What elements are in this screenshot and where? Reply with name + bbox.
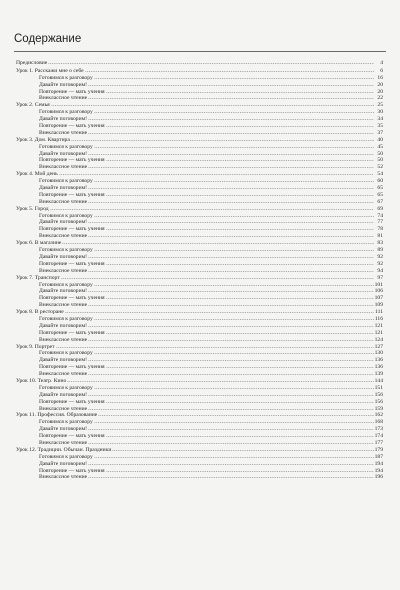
dot-leader <box>88 116 374 120</box>
toc-page-number: 60 <box>377 178 383 185</box>
toc-entry-title: Внеклассное чтение <box>39 336 88 343</box>
toc-subentry <box>16 192 383 199</box>
toc-page-number: 194 <box>374 467 383 474</box>
toc-entry-title: Урок 6. В магазине <box>16 240 62 247</box>
toc-page-number: 121 <box>374 329 383 336</box>
toc-entry-title: Урок 7. Транспорт <box>16 274 60 281</box>
toc-subentry <box>16 371 383 378</box>
toc-page-number: 124 <box>374 336 383 343</box>
toc-subentry <box>16 185 383 192</box>
dot-leader <box>88 268 374 272</box>
toc-subentry <box>16 130 383 137</box>
toc-page-number: 37 <box>377 129 383 136</box>
toc-entry-title: Давайте поговорим! <box>39 116 88 123</box>
toc-entry-title: Внеклассное чтение <box>39 439 88 446</box>
toc-page-number: 106 <box>374 288 383 295</box>
dot-leader <box>106 468 374 472</box>
toc-entry-title: Готовимся к разговору <box>39 350 93 357</box>
toc-entry-title: Повторение — мать учения <box>39 226 105 233</box>
toc-entry-title: Давайте поговорим! <box>39 391 88 398</box>
toc-entry <box>16 447 383 454</box>
toc-entry-title: Давайте поговорим! <box>39 460 88 467</box>
dot-leader <box>88 82 374 86</box>
toc-page-number: 177 <box>374 439 383 446</box>
toc-subentry <box>16 226 383 233</box>
toc-subentry <box>16 316 383 323</box>
toc-page-number: 20 <box>377 88 383 95</box>
toc-subentry <box>16 268 383 275</box>
toc-subentry <box>16 440 383 447</box>
dot-leader <box>88 461 374 465</box>
toc-entry-title: Внеклассное чтение <box>39 267 88 274</box>
toc-entry-title: Давайте поговорим! <box>39 357 88 364</box>
toc-page-number: 74 <box>377 212 383 219</box>
toc-page-number: 34 <box>377 116 383 123</box>
dot-leader <box>106 330 374 334</box>
toc-entry <box>16 344 383 351</box>
toc-entry-title: Готовимся к разговору <box>39 178 93 185</box>
toc-page-number: 35 <box>377 123 383 130</box>
toc-page-number: 77 <box>377 219 383 226</box>
dot-leader <box>94 282 374 286</box>
dot-leader <box>94 144 374 148</box>
toc-page-number: 6 <box>380 67 383 74</box>
dot-leader <box>106 261 374 265</box>
toc-page-number: 179 <box>374 446 383 453</box>
toc-entry-title: Предисловие <box>16 60 48 66</box>
dot-leader <box>88 474 373 478</box>
toc-page-number: 94 <box>377 267 383 274</box>
toc-subentry <box>16 392 383 399</box>
toc-entry-title: Урок 9. Портрет <box>16 343 55 350</box>
dot-leader <box>71 137 374 141</box>
toc-page-number: 107 <box>374 295 383 302</box>
toc-entry-title: Внеклассное чтение <box>39 129 88 136</box>
toc-page-number: 111 <box>375 309 383 316</box>
toc-page-number: 136 <box>374 364 383 371</box>
toc-page-number: 139 <box>374 371 383 378</box>
toc-entry-title: Готовимся к разговору <box>39 419 93 426</box>
toc-entry-title: Готовимся к разговору <box>39 315 93 322</box>
dot-leader <box>88 199 374 203</box>
toc-page-number: 16 <box>377 74 383 81</box>
toc-subentry <box>16 337 383 344</box>
toc-page-number: 151 <box>374 384 383 391</box>
dot-leader <box>88 392 374 396</box>
toc-entry-title: Урок 1. Расскажи мне о себе <box>16 67 84 74</box>
toc-subentry <box>16 178 383 185</box>
toc-entry-title: Давайте поговорим! <box>39 150 88 157</box>
toc-page-number: 45 <box>377 143 383 150</box>
toc-entry-title: Давайте поговорим! <box>39 81 88 88</box>
toc-entry-title: Повторение — мать учения <box>39 364 105 371</box>
toc-page-number: 174 <box>374 433 383 440</box>
toc-entry <box>16 60 383 67</box>
dot-leader <box>59 171 374 175</box>
dot-leader <box>106 192 374 196</box>
toc-page-number: 52 <box>377 164 383 171</box>
toc-subentry <box>16 357 383 364</box>
toc-entry-title: Повторение — мать учения <box>39 88 105 95</box>
toc-entry <box>16 102 383 109</box>
toc-page-number: 67 <box>377 198 383 205</box>
toc-subentry <box>16 330 383 337</box>
dot-leader <box>94 385 374 389</box>
dot-leader <box>106 123 374 127</box>
dot-leader <box>88 130 374 134</box>
dot-leader <box>85 68 374 72</box>
toc-subentry <box>16 233 383 240</box>
toc-entry-title: Давайте поговорим! <box>39 288 88 295</box>
toc-page-number: 20 <box>377 81 383 88</box>
dot-leader <box>88 233 374 237</box>
toc-subentry <box>16 433 383 440</box>
toc-page-number: 121 <box>374 322 383 329</box>
toc-page-number: 168 <box>374 419 383 426</box>
table-of-contents <box>16 60 383 481</box>
dot-leader <box>106 399 374 403</box>
toc-entry-title: Внеклассное чтение <box>39 371 88 378</box>
toc-subentry <box>16 474 383 481</box>
toc-entry-title: Урок 5. Город <box>16 205 49 212</box>
dot-leader <box>88 219 374 223</box>
toc-page-number: 109 <box>374 302 383 309</box>
toc-entry-title: Урок 3. Дом. Квартира <box>16 136 70 143</box>
dot-leader <box>88 371 373 375</box>
dot-leader <box>88 164 374 168</box>
dot-leader <box>88 426 374 430</box>
toc-page-number: 50 <box>377 157 383 164</box>
toc-entry-title: Готовимся к разговору <box>39 143 93 150</box>
toc-subentry <box>16 261 383 268</box>
dot-leader <box>88 337 373 341</box>
toc-page-number: 194 <box>374 460 383 467</box>
toc-subentry <box>16 89 383 96</box>
toc-entry-title: Давайте поговорим! <box>39 426 88 433</box>
dot-leader <box>88 151 374 155</box>
dot-leader <box>94 75 374 79</box>
toc-entry-title: Готовимся к разговору <box>39 74 93 81</box>
toc-subentry <box>16 385 383 392</box>
toc-subentry <box>16 254 383 261</box>
toc-entry-title: Готовимся к разговору <box>39 247 93 254</box>
toc-entry <box>16 412 383 419</box>
toc-entry <box>16 206 383 213</box>
dot-leader <box>56 344 374 348</box>
toc-page-number: 22 <box>377 95 383 102</box>
toc-page-number: 78 <box>377 226 383 233</box>
dot-leader <box>94 316 374 320</box>
toc-entry-title: Повторение — мать учения <box>39 329 105 336</box>
toc-entry-title: Урок 10. Театр. Кино <box>16 377 67 384</box>
toc-subentry <box>16 219 383 226</box>
dot-leader <box>50 206 374 210</box>
toc-page-number: 162 <box>374 412 383 419</box>
dot-leader <box>88 357 374 361</box>
toc-entry-title: Урок 8. В ресторане <box>16 309 64 316</box>
toc-subentry <box>16 151 383 158</box>
toc-page-number: 187 <box>374 453 383 460</box>
toc-entry-title: Готовимся к разговору <box>39 384 93 391</box>
toc-subentry <box>16 426 383 433</box>
dot-leader <box>88 323 374 327</box>
dot-leader <box>106 295 374 299</box>
toc-subentry <box>16 468 383 475</box>
toc-page-number: 92 <box>377 260 383 267</box>
dot-leader <box>94 350 374 354</box>
dot-leader <box>88 185 374 189</box>
toc-entry-title: Готовимся к разговору <box>39 109 93 116</box>
dot-leader <box>106 226 374 230</box>
toc-subentry <box>16 157 383 164</box>
toc-entry <box>16 171 383 178</box>
toc-entry-title: Внеклассное чтение <box>39 95 88 102</box>
toc-page-number: 69 <box>377 205 383 212</box>
toc-entry <box>16 137 383 144</box>
toc-entry-title: Повторение — мать учения <box>39 123 105 130</box>
dot-leader <box>88 95 374 99</box>
toc-entry-title: Готовимся к разговору <box>39 453 93 460</box>
toc-page-number: 136 <box>374 357 383 364</box>
toc-entry-title: Давайте поговорим! <box>39 322 88 329</box>
dot-leader <box>88 288 374 292</box>
toc-entry-title: Внеклассное чтение <box>39 164 88 171</box>
dot-leader <box>94 454 374 458</box>
toc-page-number: 156 <box>374 391 383 398</box>
dot-leader <box>88 440 373 444</box>
dot-leader <box>94 178 374 182</box>
toc-page-number: 4 <box>380 60 383 66</box>
toc-subentry <box>16 199 383 206</box>
toc-page-number: 159 <box>374 405 383 412</box>
toc-subentry <box>16 302 383 309</box>
toc-entry-title: Повторение — мать учения <box>39 157 105 164</box>
toc-subentry <box>16 288 383 295</box>
toc-entry-title: Урок 2. Семья <box>16 102 50 109</box>
toc-page-number: 196 <box>374 474 383 481</box>
dot-leader <box>88 406 373 410</box>
toc-entry <box>16 309 383 316</box>
dot-leader <box>67 378 373 382</box>
dot-leader <box>106 433 374 437</box>
toc-entry-title: Урок 12. Традиции. Обычаи. Праздники <box>16 446 112 453</box>
toc-subentry <box>16 454 383 461</box>
toc-entry-title: Готовимся к разговору <box>39 212 93 219</box>
toc-subentry <box>16 95 383 102</box>
toc-entry <box>16 240 383 247</box>
dot-leader <box>112 447 373 451</box>
toc-subentry <box>16 461 383 468</box>
toc-subentry <box>16 323 383 330</box>
toc-subentry <box>16 164 383 171</box>
toc-page-number: 65 <box>377 191 383 198</box>
toc-page-number: 40 <box>377 136 383 143</box>
toc-entry <box>16 68 383 75</box>
toc-entry-title: Повторение — мать учения <box>39 433 105 440</box>
toc-entry-title: Повторение — мать учения <box>39 260 105 267</box>
toc-page-number: 83 <box>377 240 383 247</box>
toc-subentry <box>16 75 383 82</box>
toc-page-number: 127 <box>374 343 383 350</box>
toc-page-number: 101 <box>374 281 383 288</box>
toc-entry <box>16 378 383 385</box>
toc-entry-title: Повторение — мать учения <box>39 467 105 474</box>
toc-subentry <box>16 116 383 123</box>
toc-page-number: 92 <box>377 253 383 260</box>
toc-entry-title: Внеклассное чтение <box>39 198 88 205</box>
toc-entry-title: Готовимся к разговору <box>39 281 93 288</box>
toc-subentry <box>16 82 383 89</box>
toc-page-number: 30 <box>377 109 383 116</box>
toc-page-number: 65 <box>377 185 383 192</box>
toc-entry-title: Внеклассное чтение <box>39 405 88 412</box>
toc-page-number: 54 <box>377 171 383 178</box>
toc-page-number: 130 <box>374 350 383 357</box>
page-title: Содержание <box>14 33 82 45</box>
toc-subentry <box>16 123 383 130</box>
dot-leader <box>51 102 374 106</box>
toc-subentry <box>16 364 383 371</box>
toc-page-number: 97 <box>377 274 383 281</box>
dot-leader <box>94 419 374 423</box>
toc-entry <box>16 275 383 282</box>
toc-entry-title: Внеклассное чтение <box>39 233 88 240</box>
toc-page-number: 50 <box>377 150 383 157</box>
toc-page-number: 156 <box>374 398 383 405</box>
toc-page-number: 81 <box>377 233 383 240</box>
toc-subentry <box>16 144 383 151</box>
dot-leader <box>106 89 374 93</box>
toc-entry-title: Внеклассное чтение <box>39 302 88 309</box>
title-divider <box>14 51 386 52</box>
toc-page-number: 173 <box>374 426 383 433</box>
toc-entry-title: Давайте поговорим! <box>39 253 88 260</box>
dot-leader <box>48 60 374 64</box>
dot-leader <box>106 364 374 368</box>
toc-subentry <box>16 295 383 302</box>
toc-subentry <box>16 399 383 406</box>
toc-subentry <box>16 247 383 254</box>
toc-entry-title: Давайте поговорим! <box>39 219 88 226</box>
dot-leader <box>88 302 373 306</box>
toc-entry-title: Урок 11. Профессия. Образование <box>16 412 98 419</box>
toc-page-number: 25 <box>377 102 383 109</box>
toc-page-number: 116 <box>374 315 383 322</box>
toc-entry-title: Давайте поговорим! <box>39 185 88 192</box>
dot-leader <box>94 109 374 113</box>
toc-entry-title: Урок 4. Мой день <box>16 171 58 178</box>
toc-entry-title: Повторение — мать учения <box>39 398 105 405</box>
dot-leader <box>98 412 373 416</box>
dot-leader <box>106 157 374 161</box>
dot-leader <box>65 309 374 313</box>
dot-leader <box>62 240 374 244</box>
toc-entry-title: Повторение — мать учения <box>39 191 105 198</box>
toc-entry-title: Повторение — мать учения <box>39 295 105 302</box>
dot-leader <box>94 247 374 251</box>
toc-page-number: 144 <box>374 377 383 384</box>
dot-leader <box>88 254 374 258</box>
toc-page-number: 89 <box>377 247 383 254</box>
dot-leader <box>61 275 374 279</box>
toc-entry-title: Внеклассное чтение <box>39 474 88 481</box>
dot-leader <box>94 213 374 217</box>
